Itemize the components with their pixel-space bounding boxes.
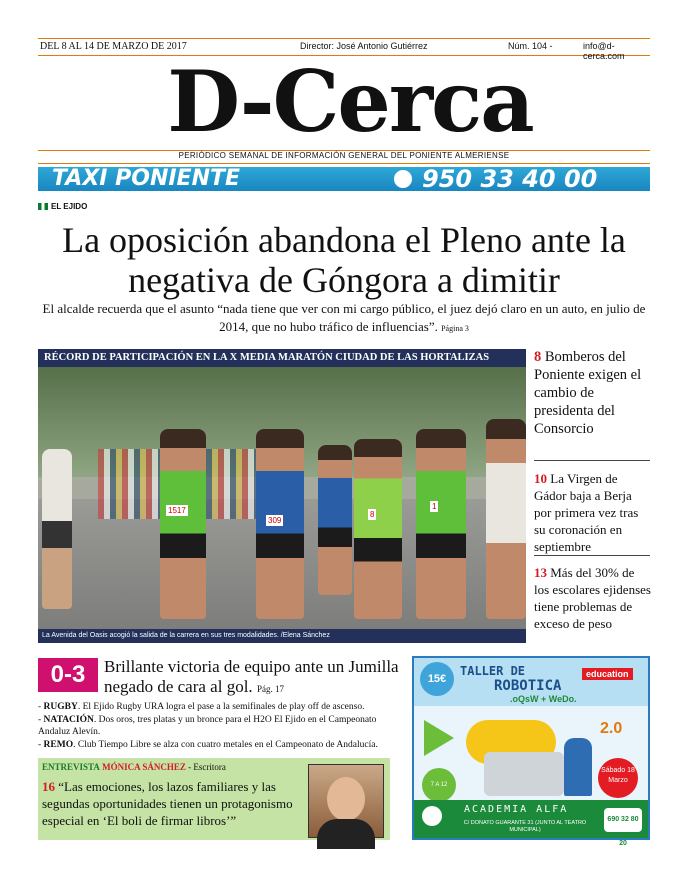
issue-date: DEL 8 AL 14 DE MARZO DE 2017 xyxy=(40,41,187,52)
robotics-ad[interactable] xyxy=(412,656,650,847)
lead-headline[interactable]: La oposición abandona el Pleno ante la negativa de Góngora a dimitir xyxy=(62,220,626,300)
price-badge: 15€ xyxy=(420,662,454,696)
taxi-name: TAXI PONIENTE xyxy=(52,166,241,191)
play-icon xyxy=(424,720,454,756)
phone-icon xyxy=(394,170,412,188)
lead-page-ref: Página 3 xyxy=(441,324,469,333)
author-portrait xyxy=(308,764,384,838)
section-label: EL EJIDO xyxy=(38,202,87,211)
version-label: 2.0 xyxy=(600,720,623,737)
runner: 1517 xyxy=(160,429,206,619)
director-credit: Director: José Antonio Gutiérrez xyxy=(300,41,428,51)
divider xyxy=(534,460,650,461)
taxi-ad-banner[interactable] xyxy=(38,167,650,191)
ad-sub: .oQsW + WeDo. xyxy=(510,694,577,704)
sports-brief[interactable]: - RUGBY. El Ejido Rugby URA logra el pase a la semifinales de play off de ascenso. xyxy=(38,702,365,712)
runner xyxy=(318,445,352,595)
sports-page-ref: Pág. 17 xyxy=(256,684,284,694)
ad-title-1: TALLER DE xyxy=(460,664,526,678)
school-name: ACADEMIA ALFA xyxy=(464,804,569,815)
face xyxy=(327,777,365,821)
lead-deck: El alcalde recuerda que el asunto “nada tiene que ver con mi cargo público, el juez dejó claro en un auto, en julio de 2014, que no hubo tráfico de influencias”. Página 3 xyxy=(42,301,646,334)
runner: 1 xyxy=(416,429,466,619)
sidebar-story[interactable]: 10 La Virgen de Gádor baja a Berja por primera vez tras su coronación en septiembre xyxy=(534,471,639,554)
age-badge: 7 A 12 xyxy=(422,768,456,802)
photo-title: RÉCORD DE PARTICIPACIÓN EN LA X MEDIA MARATÓN CIUDAD DE LAS HORTALIZAS xyxy=(38,349,526,367)
date-badge: Sábado 18 Marzo xyxy=(598,758,638,798)
runner xyxy=(486,419,526,619)
sports-brief[interactable]: - NATACIÓN. Dos oros, tres platas y un bronce para el H2O El Ejido en el Campeonato Andaluz Alevín. xyxy=(38,715,377,737)
school-phone[interactable]: 690 32 80 20 xyxy=(604,808,642,832)
newspaper-subtitle: PERIÓDICO SEMANAL DE INFORMACIÓN GENERAL DEL PONIENTE ALMERIENSE xyxy=(38,150,650,164)
interview-kicker: ENTREVISTA MÓNICA SÁNCHEZ - Escritora xyxy=(42,762,226,772)
interview-quote: 16 “Las emociones, los lazos familiares y las segundas oportunidades tienen un protagonismo especial en ‘El boli de firmar libros’” xyxy=(42,779,293,828)
sports-brief[interactable]: - REMO. Club Tiempo Libre se alza con cuatro metales en el Campeonato de Andalucía. xyxy=(38,740,378,750)
divider xyxy=(534,555,650,556)
contact-email[interactable]: info@d-cerca.com xyxy=(583,41,625,61)
match-score: 0-3 xyxy=(38,658,98,692)
issue-number: Núm. 104 - xyxy=(508,41,553,51)
sports-headline[interactable]: Brillante victoria de equipo ante un Jumilla negado de cara al gol. Pág. 17 xyxy=(104,657,399,696)
runner: 8 xyxy=(354,439,402,619)
shoulders xyxy=(317,819,375,849)
robot-icon xyxy=(484,752,564,796)
runner xyxy=(42,449,72,609)
interview-box[interactable] xyxy=(38,758,390,840)
marathon-photo[interactable] xyxy=(38,349,526,643)
school-address: C/ DONATO GUARANTE 31 (JUNTO AL TEATRO MUNICIPAL) xyxy=(463,820,587,833)
school-logo-icon xyxy=(422,806,442,826)
flag-icon xyxy=(38,203,48,210)
newspaper-logo[interactable]: D-Cerca xyxy=(167,52,533,151)
runner: 309 xyxy=(256,429,304,619)
lego-education-logo: education xyxy=(582,668,633,680)
taxi-phone: 950 33 40 00 xyxy=(422,165,598,193)
child-icon xyxy=(564,738,592,796)
sidebar-story[interactable]: 13 Más del 30% de los escolares ejidenses tiene problemas de exceso de peso xyxy=(534,565,651,631)
photo-caption: La Avenida del Oasis acogió la salida de la carrera en sus tres modalidades. /Elena Sánchez xyxy=(38,629,526,643)
sidebar-story[interactable]: 8 Bomberos del Poniente exigen el cambio de presidenta del Consorcio xyxy=(534,349,642,437)
ad-title-2: ROBOTICA xyxy=(494,678,562,694)
